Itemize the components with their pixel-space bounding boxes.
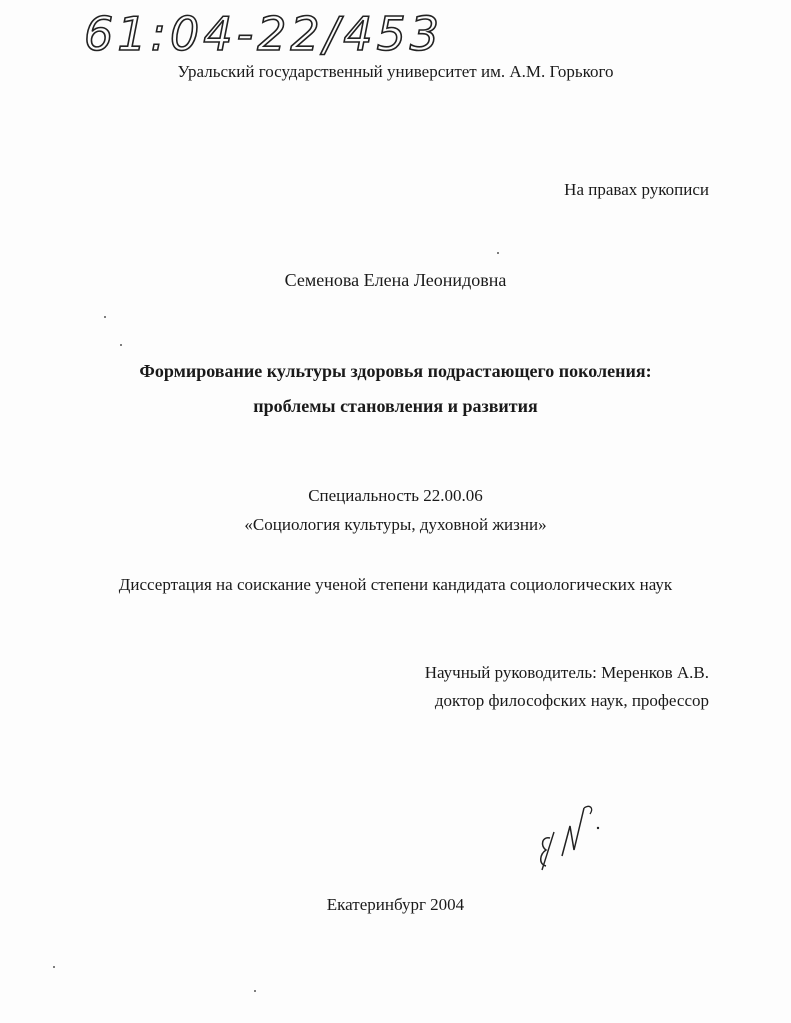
- university-name: Уральский государственный университет им. А.М. Горького: [177, 62, 614, 81]
- scan-speck: [53, 966, 55, 968]
- handwritten-signature: [532, 798, 612, 878]
- scan-speck: [104, 316, 106, 318]
- scan-speck: [497, 252, 499, 254]
- supervisor-title: доктор философских наук, профессор: [434, 691, 709, 710]
- archive-stamp: [78, 2, 498, 62]
- scan-speck: [254, 990, 256, 992]
- supervisor: Научный руководитель: Меренков А.В.: [424, 663, 709, 682]
- archive-stamp-text: 61:04-22/453: [84, 7, 443, 61]
- specialty-code: Специальность 22.00.06: [308, 486, 483, 505]
- dissertation-title-line-1: Формирование культуры здоровья подрастающего поколения:: [139, 361, 652, 381]
- dissertation-title-line-2: проблемы становления и развития: [253, 396, 538, 416]
- specialty-name: «Социология культуры, духовной жизни»: [244, 515, 547, 534]
- dissertation-type: Диссертация на соискание ученой степени кандидата социологических наук: [118, 575, 673, 594]
- manuscript-note: На правах рукописи: [564, 180, 709, 199]
- city-year: Екатеринбург 2004: [326, 895, 465, 914]
- author-name: Семенова Елена Леонидовна: [284, 270, 507, 290]
- scan-speck: [120, 344, 122, 346]
